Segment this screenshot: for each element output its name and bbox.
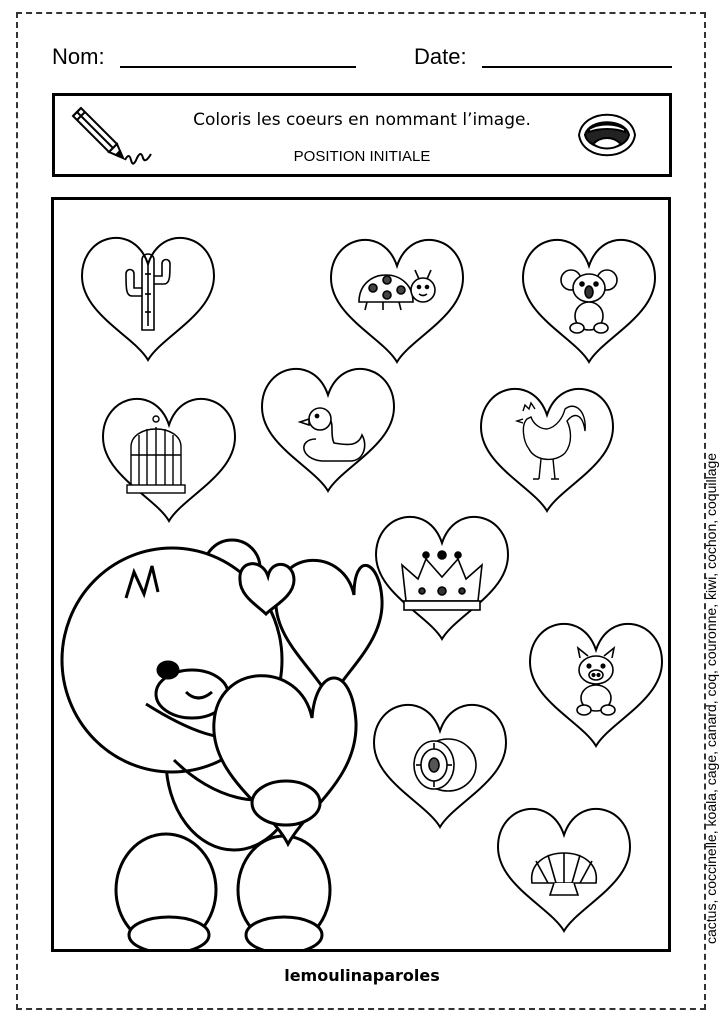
date-label: Date: — [414, 44, 467, 69]
heart-kiwi[interactable] — [374, 705, 506, 827]
open-mouth-icon — [575, 102, 639, 168]
instruction-text: Coloris les coeurs en nommant l’image. — [193, 110, 531, 130]
heart-koala[interactable] — [523, 240, 655, 362]
side-word-list: cactus, coccinelle, koala, cage, canard, coq, couronne, kiwi, cochon, coquillage — [703, 452, 719, 944]
kiwi-icon — [414, 739, 476, 791]
heart-cage[interactable] — [103, 399, 235, 521]
heart-pig[interactable] — [530, 624, 662, 746]
heart-crown[interactable] — [376, 517, 508, 639]
position-label: POSITION INITIALE — [293, 148, 431, 165]
date-line — [482, 66, 672, 68]
name-label: Nom: — [52, 44, 105, 69]
heart-seashell[interactable] — [498, 809, 630, 931]
brand-footer: lemoulinaparoles — [284, 966, 440, 985]
heart-cactus[interactable] — [82, 238, 214, 360]
teddy-bear-illustration — [62, 540, 382, 952]
heart-ladybug[interactable] — [331, 240, 463, 362]
activity-frame — [51, 197, 671, 952]
instruction-box — [52, 93, 672, 177]
heart-duck[interactable] — [262, 369, 394, 491]
name-line — [120, 66, 356, 68]
heart-rooster[interactable] — [481, 389, 613, 511]
